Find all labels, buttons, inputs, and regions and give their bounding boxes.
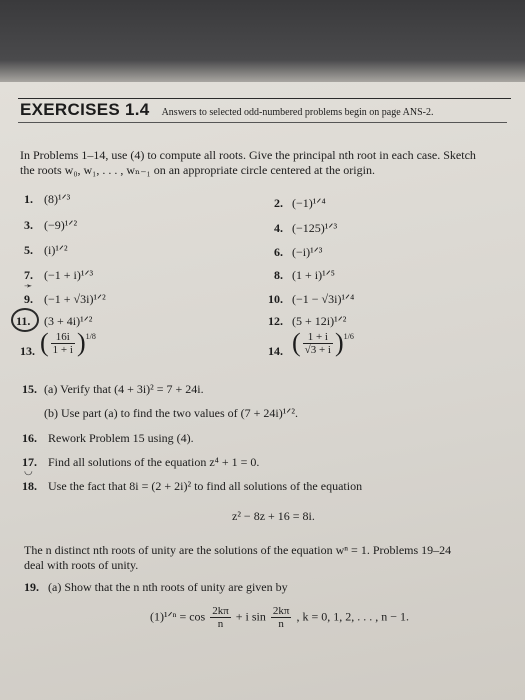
top-rule [18,98,511,99]
problem-13-expression [40,330,96,356]
problem-13-power: 1/8 [85,332,96,341]
problem-19-part-a: (a) Show that the n nth roots of unity are given by [48,580,288,594]
problem-2-expression: (−1)¹ᐟ⁴ [292,196,326,210]
problem-15-part-a: (a) Verify that (4 + 3i)² = 7 + 24i. [44,382,204,396]
fraction-2-numerator: 2kπ [272,605,290,617]
left-paren: ( [292,328,301,357]
problem-9-expression: (−1 + √3i)¹ᐟ² [44,292,106,306]
roots-of-unity-formula [150,605,409,630]
problem-11-expression: (3 + 4i)¹ᐟ² [44,314,93,328]
problem-19-number: 19. [24,580,39,594]
problem-15-number: 15. [22,382,37,396]
problem-18-number: 18. [22,479,37,493]
problem-13-number: 13. [20,344,35,358]
problem-3-expression: (−9)¹ᐟ² [44,218,78,232]
problem-12-number: 12. [268,314,283,328]
instructions [20,148,510,178]
fraction-2-denominator: n [278,618,284,630]
problem-18-text: Use the fact that 8i = (2 + 2i)² to find all solutions of the equation [48,479,363,493]
problem-8-expression: (1 + i)¹ᐟ⁵ [292,268,335,282]
problem-11-number: 11. [16,314,31,328]
formula-mid: + i sin [235,609,266,624]
problem-4-expression: (−125)¹ᐟ³ [292,221,338,235]
roots-unity-line-2: deal with roots of unity. [24,558,139,572]
problem-8-number: 8. [274,268,283,282]
problem-10-expression: (−1 − √3i)¹ᐟ⁴ [292,292,355,306]
problem-18-equation: z² − 8z + 16 = 8i. [232,509,315,523]
problem-1-number: 1. [24,192,33,206]
exercises-header [20,100,433,120]
header-rule [18,122,507,123]
problem-16-number: 16. [22,431,37,445]
problem-5-number: 5. [24,243,33,257]
problem-14-denominator: √3 + i [304,343,331,356]
problem-14-number: 14. [268,344,283,358]
problem-14-numerator: 1 + i [303,331,333,344]
problem-13-denominator: 1 + i [52,343,73,356]
problem-1-expression: (8)¹ᐟ³ [44,192,71,206]
problem-16-text: Rework Problem 15 using (4). [48,431,194,445]
problem-17-text: Find all solutions of the equation z⁴ + 1 = 0. [48,455,260,469]
roots-unity-line-1: The n distinct nth roots of unity are the solutions of the equation wⁿ = 1. Problems 19–24 [24,543,452,557]
pen-mark: ➛ [24,281,33,292]
pen-mark-17: ◡ [24,466,33,477]
right-paren: ) [334,328,344,357]
problem-14-power: 1/6 [343,332,354,341]
problem-10-number: 10. [268,292,283,306]
problem-15-part-b: (b) Use part (a) to find the two values of (7 + 24i)¹ᐟ². [44,406,298,420]
formula-range: , k = 0, 1, 2, . . . , n − 1. [296,609,409,624]
formula-fraction-1 [210,605,231,630]
instructions-line-1: In Problems 1–14, use (4) to compute all roots. Give the principal nth root in each case. Sketch [20,148,476,162]
formula-lhs: (1)¹ᐟⁿ = cos [150,609,206,624]
problem-6-expression: (−i)¹ᐟ³ [292,245,323,259]
problem-4-number: 4. [274,221,283,235]
formula-fraction-2 [271,605,292,630]
problem-6-number: 6. [274,245,283,259]
exercises-subtitle: Answers to selected odd-numbered problems begin on page ANS-2. [161,107,434,118]
problem-12-expression: (5 + 12i)¹ᐟ² [292,314,347,328]
problem-13-fraction [51,331,75,356]
problem-2-number: 2. [274,196,283,210]
exercises-title: EXERCISES 1.4 [20,100,150,119]
left-paren: ( [40,328,49,357]
right-paren: ) [76,328,86,357]
problem-17-number: 17. [22,455,37,469]
problem-7-number: 7. [24,268,33,282]
fraction-1-denominator: n [217,618,224,630]
problem-5-expression: (i)¹ᐟ² [44,243,68,257]
fraction-1-numerator: 2kπ [212,605,229,617]
problem-7-expression: (−1 + i)¹ᐟ³ [44,268,94,282]
problem-14-expression [292,330,354,356]
problem-3-number: 3. [24,218,33,232]
instructions-line-2: the roots w₀, w₁, . . . , wₙ₋₁ on an appropriate circle centered at the origin. [20,163,375,177]
problem-13-numerator: 16i [51,331,75,344]
problem-9-number: 9. [24,292,33,306]
problem-14-fraction [303,331,333,356]
